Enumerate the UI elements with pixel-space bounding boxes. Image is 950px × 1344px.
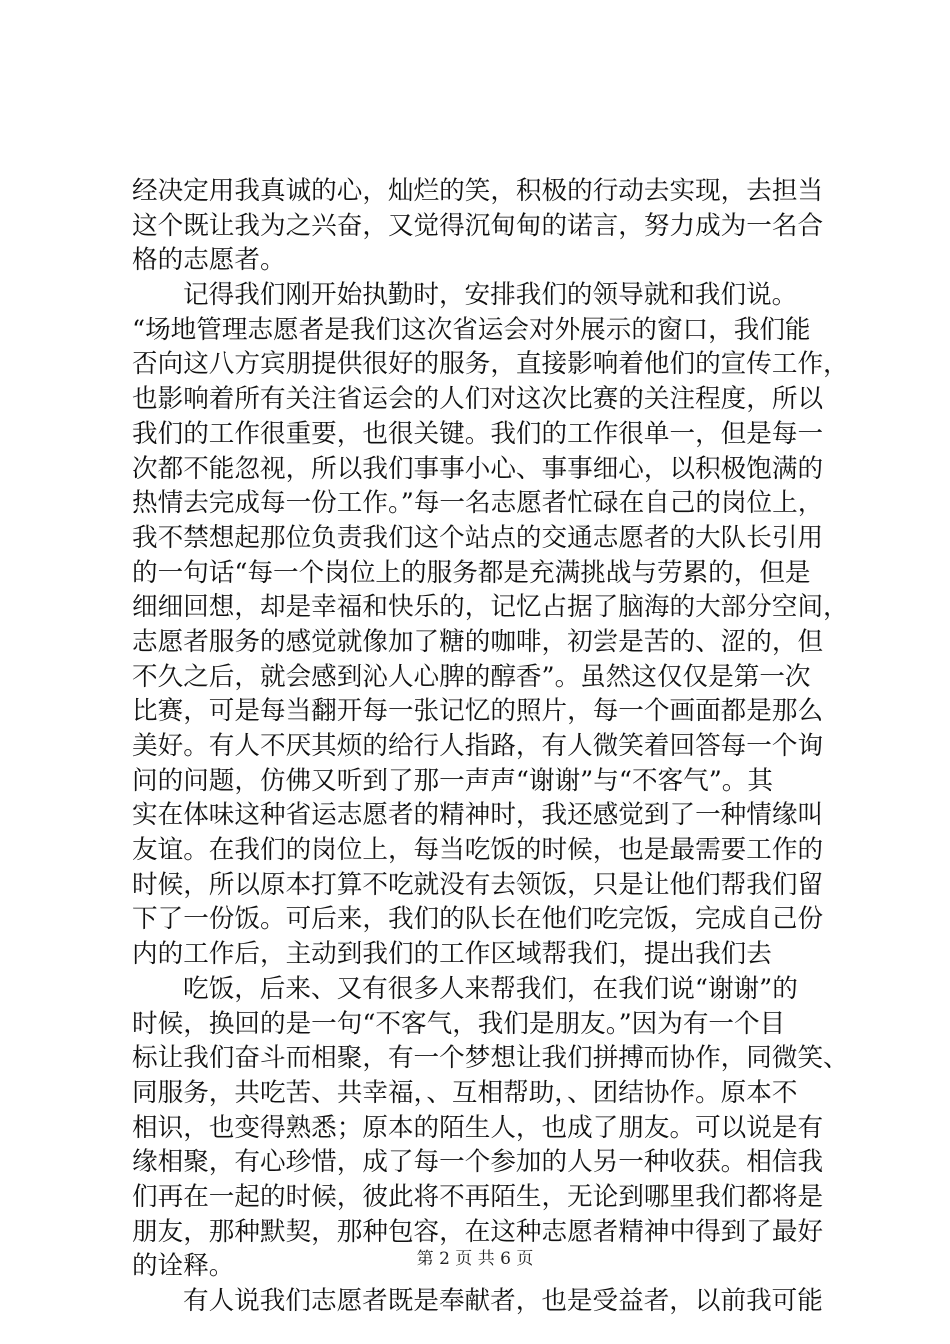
text-line: 经决定用我真诚的心，灿烂的笑，积极的行动去实现，去担当 bbox=[132, 176, 824, 206]
text-line: 相识，也变得熟悉；原本的陌生人，也成了朋友。可以说是有 bbox=[132, 1112, 824, 1143]
body-text bbox=[132, 174, 849, 1319]
text-line: 内的工作后，主动到我们的工作区域帮我们，提出我们去 bbox=[132, 939, 772, 970]
text-line: 友谊。在我们的岗位上，每当吃饭的时候，也是最需要工作的 bbox=[132, 835, 824, 866]
text-line: 次都不能忽视，所以我们事事小心、事事细心，以积极饱满的 bbox=[132, 453, 824, 484]
text-line: 实在体味这种省运志愿者的精神时，我还感觉到了一种情缘叫 bbox=[132, 800, 824, 831]
text-line: 同服务，共吃苦、共幸福，、互相帮助，、团结协作。原本不 bbox=[132, 1077, 798, 1108]
text-line: 的一句话“每一个岗位上的服务都是充满挑战与劳累的，但是 bbox=[132, 557, 811, 588]
page-footer: 第 2 页 共 6 页 bbox=[416, 1249, 534, 1269]
text-line: 否向这八方宾朋提供很好的服务，直接影响着他们的宣传工作， bbox=[132, 349, 849, 380]
text-line: 热情去完成每一份工作。”每一名志愿者忙碌在自己的岗位上， bbox=[132, 488, 824, 519]
text-line: 下了一份饭。可后来，我们的队长在他们吃完饭，完成自己份 bbox=[132, 904, 824, 935]
text-line: 们再在一起的时候，彼此将不再陌生，无论到哪里我们都将是 bbox=[132, 1181, 824, 1212]
text-line: 不久之后，就会感到沁人心脾的醇香”。虽然这仅仅是第一次 bbox=[132, 661, 811, 692]
text-line: 缘相聚，有心珍惜，成了每一个参加的人另一种收获。相信我 bbox=[132, 1147, 824, 1178]
text-line: 有人说我们志愿者既是奉献者，也是受益者，以前我可能 bbox=[183, 1286, 823, 1316]
text-line: 比赛，可是每当翻开每一张记忆的照片，每一个画面都是那么 bbox=[132, 696, 824, 727]
text-line: 志愿者服务的感觉就像加了糖的咖啡，初尝是苦的、涩的，但 bbox=[132, 626, 824, 657]
text-line: 问的问题，仿佛又听到了那一声声“谢谢”与“不客气”。其 bbox=[132, 765, 773, 796]
text-line: 我们的工作很重要，也很关键。我们的工作很单一，但是每一 bbox=[132, 418, 824, 449]
text-line: 也影响着所有关注省运会的人们对这次比赛的关注程度，所以 bbox=[132, 384, 824, 415]
text-line: 格的志愿者。 bbox=[132, 245, 286, 276]
text-line: 记得我们刚开始执勤时，安排我们的领导就和我们说。 bbox=[183, 280, 798, 311]
text-line: 吃饭，后来、又有很多人来帮我们，在我们说“谢谢”的 bbox=[183, 973, 798, 1004]
text-line: 细细回想，却是幸福和快乐的，记忆占据了脑海的大部分空间， bbox=[132, 592, 849, 623]
text-line: 标让我们奋斗而相聚，有一个梦想让我们拼搏而协作，同微笑、 bbox=[132, 1043, 849, 1074]
text-line: 时候，所以原本打算不吃就没有去领饭，只是让他们帮我们留 bbox=[132, 869, 824, 900]
text-line: 朋友，那种默契，那种包容，在这种志愿者精神中得到了最好 bbox=[132, 1216, 824, 1247]
text-line: 时候，换回的是一句“不客气，我们是朋友。”因为有一个目 bbox=[132, 1008, 786, 1039]
text-line: “场地管理志愿者是我们这次省运会对外展示的窗口，我们能 bbox=[132, 314, 811, 345]
text-line: 美好。有人不厌其烦的给行人指路，有人微笑着回答每一个询 bbox=[132, 731, 824, 761]
text-line: 的诠释。 bbox=[132, 1251, 235, 1282]
text-line: 我不禁想起那位负责我们这个站点的交通志愿者的大队长引用 bbox=[132, 522, 824, 553]
text-line: 这个既让我为之兴奋，又觉得沉甸甸的诺言，努力成为一名合 bbox=[132, 210, 824, 241]
